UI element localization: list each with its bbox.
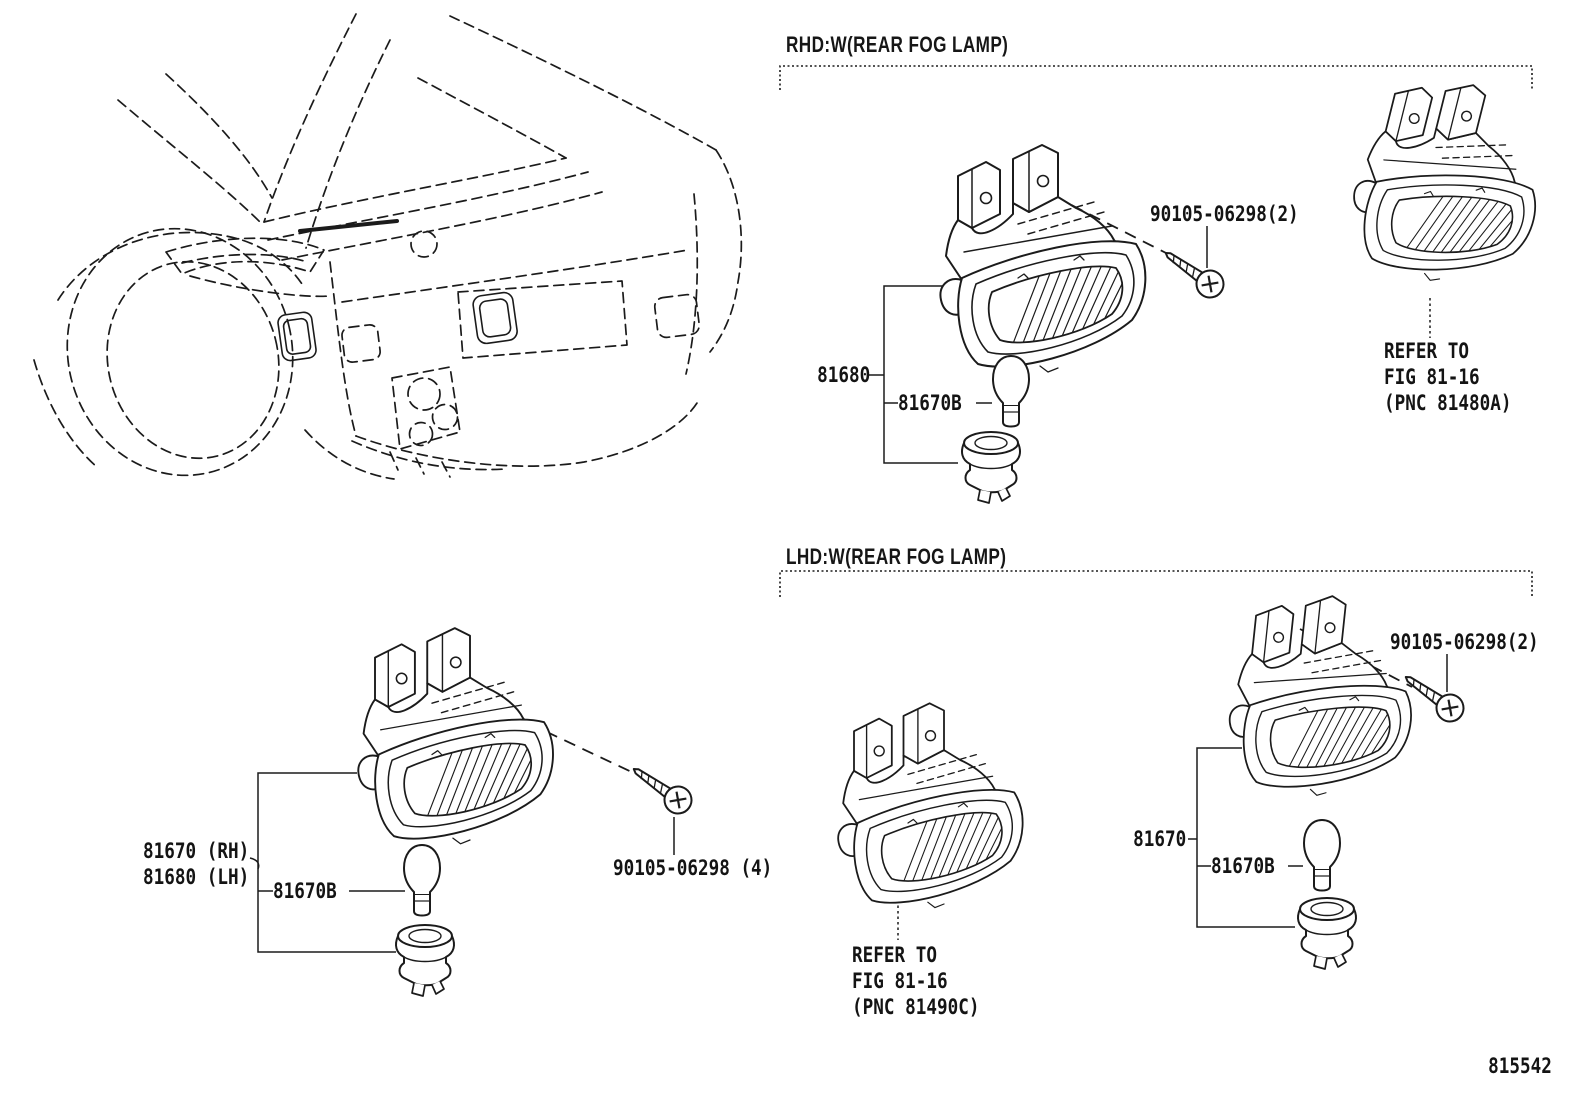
rhd-lamp-label: 81680 — [816, 363, 870, 387]
lhd-bulb-label: 81670B — [1211, 854, 1275, 878]
page-number: 815542 — [1488, 1054, 1552, 1078]
front-screw-icon — [626, 758, 697, 819]
rhd-screw-icon — [1158, 242, 1229, 303]
front-bulb-drawing — [404, 845, 440, 916]
lhd-refer-line-3: (PNC 81490C) — [852, 995, 980, 1019]
front-socket-drawing — [396, 925, 454, 996]
car-fog-lamp-cutouts — [277, 221, 518, 362]
rhd-bulb-drawing — [993, 356, 1029, 427]
lhd-refer-line-2: FIG 81-16 — [852, 969, 948, 993]
lhd-socket-drawing — [1298, 898, 1356, 969]
rhd-screw-label: 90105-06298(2) — [1150, 202, 1299, 226]
front-fog-lamp-drawing — [358, 628, 573, 847]
front-bulb-label: 81670B — [273, 879, 337, 903]
lhd-lamp-label: 81670 — [1132, 827, 1186, 851]
lhd-section-header: LHD:W(REAR FOG LAMP) — [786, 544, 1007, 569]
rhd-refer-line-1: REFER TO — [1384, 339, 1469, 363]
rhd-fog-lamp-drawing — [940, 145, 1167, 376]
lhd-refer-line-1: REFER TO — [852, 943, 937, 967]
front-lamp-lh-label: 81680 (LH) — [143, 865, 250, 889]
rhd-fog-lamp-right-drawing — [1337, 64, 1580, 309]
lhd-fog-lamp-left-drawing — [838, 703, 1042, 911]
rhd-bulb-label: 81670B — [898, 391, 962, 415]
rhd-section-bracket — [780, 66, 1532, 90]
lhd-screw-label: 90105-06298(2) — [1390, 630, 1539, 654]
rhd-socket-drawing — [962, 432, 1020, 503]
lhd-section-bracket — [780, 571, 1532, 597]
rhd-refer-line-2: FIG 81-16 — [1384, 365, 1480, 389]
car-rear-drawing — [34, 14, 741, 499]
rhd-section-header: RHD:W(REAR FOG LAMP) — [786, 32, 1009, 57]
front-lamp-rh-label: 81670 (RH) — [143, 839, 250, 863]
lhd-bulb-drawing — [1304, 820, 1340, 891]
lhd-fog-lamp-right-drawing — [1222, 587, 1442, 810]
front-screw-label: 90105-06298 (4) — [613, 856, 773, 880]
rhd-refer-line-3: (PNC 81480A) — [1384, 391, 1512, 415]
